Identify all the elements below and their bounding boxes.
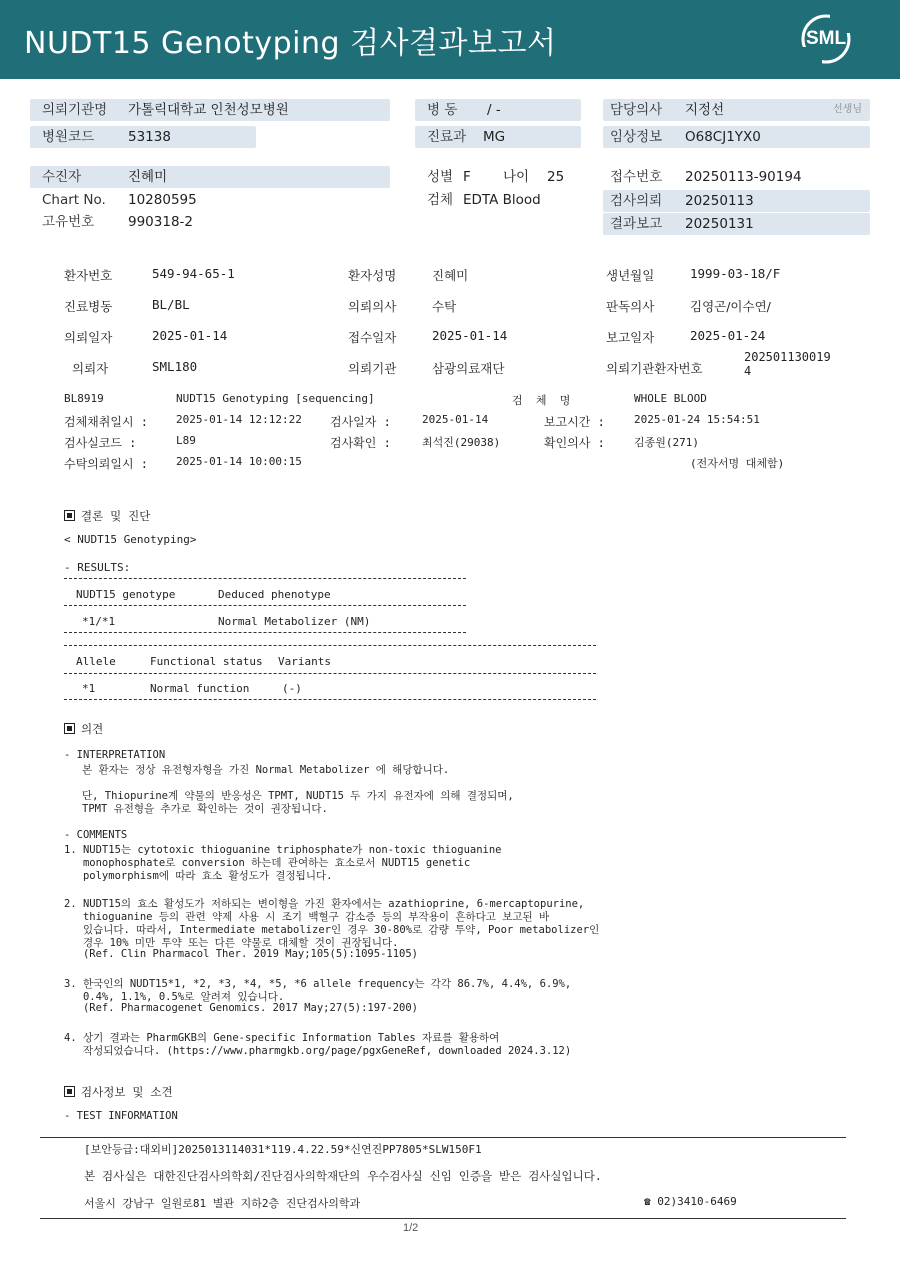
- results-section-title: 결론 및 진단: [64, 508, 150, 524]
- reporttime-label: 보고시간 :: [544, 415, 605, 429]
- confirm-label: 검사확인 :: [330, 436, 391, 450]
- scan-label: 의뢰기관: [348, 361, 397, 376]
- col-phenotype: Deduced phenotype: [218, 588, 331, 601]
- col-genotype: NUDT15 genotype: [76, 588, 176, 601]
- sex-age-row: [415, 166, 595, 188]
- req-inst-row: [30, 99, 390, 121]
- sex-value: F: [463, 169, 471, 185]
- doctor-value: 지정선: [685, 102, 725, 118]
- request-label: 수탁의뢰일시 :: [64, 457, 149, 471]
- req-date-label: 검사의뢰: [610, 193, 663, 209]
- dept-row: [415, 126, 581, 148]
- footer-bottom-line: [40, 1218, 846, 1219]
- comment-line: 1. NUDT15는 cytotoxic thioguanine triphosphate가 non-toxic thioguanine: [64, 844, 502, 856]
- dept-value: MG: [483, 129, 506, 145]
- test-code: BL8919: [64, 392, 104, 405]
- scan-label: 접수일자: [348, 330, 397, 345]
- scan-label: 의뢰일자: [64, 330, 113, 345]
- scan-label: 환자성명: [348, 268, 397, 283]
- sex-label: 성별: [427, 169, 454, 185]
- req-inst-label: 의뢰기관명: [42, 102, 108, 118]
- age-value: 25: [547, 169, 565, 185]
- scan-label: 환자번호: [64, 268, 113, 283]
- report-title: NUDT15 Genotyping 검사결과보고서: [24, 26, 557, 61]
- scan-value: BL/BL: [152, 297, 190, 312]
- divider: [64, 673, 596, 674]
- footer-top-line: [40, 1137, 846, 1138]
- comment-line: (Ref. Clin Pharmacol Ther. 2019 May;105(5):1095-1105): [64, 948, 419, 960]
- comment-line: monophosphate로 conversion 하는데 관여하는 효소로서 NUDT15 genetic: [64, 857, 471, 869]
- specimen-label: 검체: [427, 192, 454, 208]
- chart-label: Chart No.: [42, 192, 106, 208]
- report-header: [0, 0, 900, 79]
- receipt-value: 20250113-90194: [685, 169, 802, 185]
- testdate-value: 2025-01-14: [422, 413, 489, 426]
- checker-label: 확인의사 :: [544, 436, 605, 450]
- divider: [64, 605, 466, 606]
- divider: [64, 578, 466, 579]
- scan-value: 진혜미: [432, 268, 469, 283]
- specimen-name-value: WHOLE BLOOD: [634, 392, 707, 405]
- scan-value: 삼광의료재단: [432, 361, 505, 376]
- results-label: - RESULTS:: [64, 561, 131, 574]
- address-line: 서울시 강남구 일원로81 별관 지하2층 진단검사의학과: [84, 1197, 361, 1210]
- scan-label: 생년월일: [606, 268, 655, 283]
- request-value: 2025-01-14 10:00:15: [176, 455, 302, 468]
- uid-label: 고유번호: [42, 214, 95, 230]
- req-date-row: [603, 190, 870, 212]
- comment-line: polymorphism에 따라 효소 활성도가 결정됩니다.: [64, 870, 333, 882]
- section-square-icon: [64, 510, 75, 521]
- interp-line: 본 환자는 정상 유전형자형을 가진 Normal Metabolizer 에 해당합니다.: [82, 764, 450, 776]
- scan-value: SML180: [152, 359, 198, 374]
- col-variants: Variants: [278, 655, 331, 668]
- section-square-icon: [64, 1086, 75, 1097]
- comments-label: - COMMENTS: [64, 829, 128, 841]
- chart-row: [30, 189, 330, 211]
- testinfo-section-title: 검사정보 및 소견: [64, 1084, 173, 1100]
- scan-value: 202501130019 4: [744, 350, 831, 378]
- variants-value: (-): [282, 682, 302, 695]
- hosp-code-value: 53138: [128, 129, 171, 145]
- divider: [64, 632, 466, 633]
- genotype-value: *1/*1: [82, 615, 116, 628]
- scan-label: 의뢰의사: [348, 299, 397, 314]
- scan-label: 판독의사: [606, 299, 655, 314]
- doctor-label: 담당의사: [610, 102, 663, 118]
- checker-value: 김종원(271): [634, 436, 699, 449]
- col-allele: Allele: [76, 655, 116, 668]
- scan-value: 1999-03-18/F: [690, 266, 781, 281]
- scan-value: 김영곤/이수연/: [690, 299, 771, 314]
- receipt-row: [603, 166, 870, 188]
- specimen-value: EDTA Blood: [463, 192, 541, 208]
- confirm-value: 최석진(29038): [422, 436, 501, 449]
- divider: [64, 645, 596, 646]
- interp-line: TPMT 유전형을 추가로 확인하는 것이 권장됩니다.: [82, 803, 328, 815]
- report-date-row: [603, 213, 870, 235]
- comment-line: 4. 상기 결과는 PharmGKB의 Gene-specific Information Tables 자료를 활용하여: [64, 1032, 500, 1044]
- security-line: [보안등급:대외비]2025013114031*119.4.22.59*신연진PP7805*SLW150F1: [84, 1143, 482, 1156]
- report-date-value: 20250131: [685, 216, 754, 232]
- cert-line: 본 검사실은 대한진단검사의학회/진단검사의학재단의 우수검사실 신임 인증을 받은 검사실입니다.: [84, 1169, 602, 1183]
- req-date-value: 20250113: [685, 193, 754, 209]
- patient-label: 수진자: [42, 169, 82, 185]
- comment-line: (Ref. Pharmacogenet Genomics. 2017 May;27(5):197-200): [64, 1002, 419, 1014]
- phone-line: ☎ 02)3410-6469: [644, 1195, 737, 1208]
- specimen-row: [415, 189, 595, 211]
- ward-row: [415, 99, 581, 121]
- patient-value: 진혜미: [128, 169, 168, 185]
- ward-label: 병 동: [427, 102, 458, 118]
- comment-line: 있습니다. 따라서, Intermediate metabolizer인 경우 30-80%로 감량 투약, Poor metabolizer인: [64, 924, 600, 936]
- scan-value: 2025-01-24: [690, 328, 766, 343]
- room-value: L89: [176, 434, 196, 447]
- scan-label: 보고일자: [606, 330, 655, 345]
- scan-value: 2025-01-14: [432, 328, 508, 343]
- logo-text: SML: [805, 28, 847, 49]
- page-number: 1/2: [403, 1222, 419, 1234]
- hosp-code-label: 병원코드: [42, 129, 95, 145]
- ward-value: / -: [487, 102, 501, 118]
- receipt-label: 접수번호: [610, 169, 663, 185]
- test-name: NUDT15 Genotyping [sequencing]: [176, 392, 375, 405]
- clinical-value: O68CJ1YX0: [685, 129, 761, 145]
- testinfo-label: - TEST INFORMATION: [64, 1110, 178, 1122]
- room-label: 검사실코드 :: [64, 436, 137, 450]
- status-value: Normal function: [150, 682, 250, 695]
- clinical-row: [603, 126, 870, 148]
- scan-value: 2025-01-14: [152, 328, 228, 343]
- opinion-section-title: 의견: [64, 721, 103, 737]
- section-square-icon: [64, 723, 75, 734]
- uid-value: 990318-2: [128, 214, 193, 230]
- uid-row: [30, 211, 330, 233]
- esign-note: (전자서명 대체함): [690, 457, 785, 470]
- collect-value: 2025-01-14 12:12:22: [176, 413, 302, 426]
- comment-line: 2. NUDT15의 효소 활성도가 저하되는 변이형을 가진 환자에서는 azathioprine, 6-mercaptopurine,: [64, 898, 585, 910]
- scan-label: 진료병동: [64, 299, 113, 314]
- patient-row: [30, 166, 390, 188]
- chart-value: 10280595: [128, 192, 197, 208]
- specimen-name-label: 검 체 명: [512, 394, 571, 407]
- testdate-label: 검사일자 :: [330, 415, 391, 429]
- scan-value: 수탁: [432, 299, 457, 314]
- allele-value: *1: [82, 682, 96, 695]
- doctor-suffix: 선생님: [833, 104, 862, 115]
- req-inst-value: 가톨릭대학교 인천성모병원: [128, 102, 289, 118]
- age-label: 나이: [503, 169, 530, 185]
- hosp-code-row: [30, 126, 256, 148]
- clinical-label: 임상정보: [610, 129, 663, 145]
- interp-label: - INTERPRETATION: [64, 749, 166, 761]
- doctor-row: [603, 99, 870, 121]
- comment-line: 0.4%, 1.1%, 0.5%로 알려져 있습니다.: [64, 991, 285, 1003]
- col-status: Functional status: [150, 655, 263, 668]
- scan-label: 의뢰자: [72, 361, 109, 376]
- reporttime-value: 2025-01-24 15:54:51: [634, 413, 760, 426]
- report-date-label: 결과보고: [610, 216, 663, 232]
- results-subtitle: < NUDT15 Genotyping>: [64, 533, 197, 546]
- interp-line: 단, Thiopurine계 약물의 반응성은 TPMT, NUDT15 두 가지 유전자에 의해 결정되며,: [82, 790, 514, 802]
- scan-label: 의뢰기관환자번호: [606, 361, 703, 376]
- dept-label: 진료과: [427, 129, 467, 145]
- scan-value: 549-94-65-1: [152, 266, 235, 281]
- comment-line: 3. 한국인의 NUDT15*1, *2, *3, *4, *5, *6 allele frequency는 각각 86.7%, 4.4%, 6.9%,: [64, 978, 572, 990]
- collect-label: 검체채취일시 :: [64, 415, 149, 429]
- comment-line: thioguanine 등의 관련 약제 사용 시 조기 백혈구 감소증 등의 부작용이 흔하다고 보고된 바: [64, 911, 550, 923]
- divider: [64, 699, 596, 700]
- comment-line: 경우 10% 미만 투약 또는 다른 약물로 대체할 것이 권장됩니다.: [64, 937, 399, 949]
- comment-line: 작성되었습니다. (https://www.pharmgkb.org/page/pgxGeneRef, downloaded 2024.3.12): [64, 1045, 572, 1057]
- phenotype-value: Normal Metabolizer (NM): [218, 615, 371, 628]
